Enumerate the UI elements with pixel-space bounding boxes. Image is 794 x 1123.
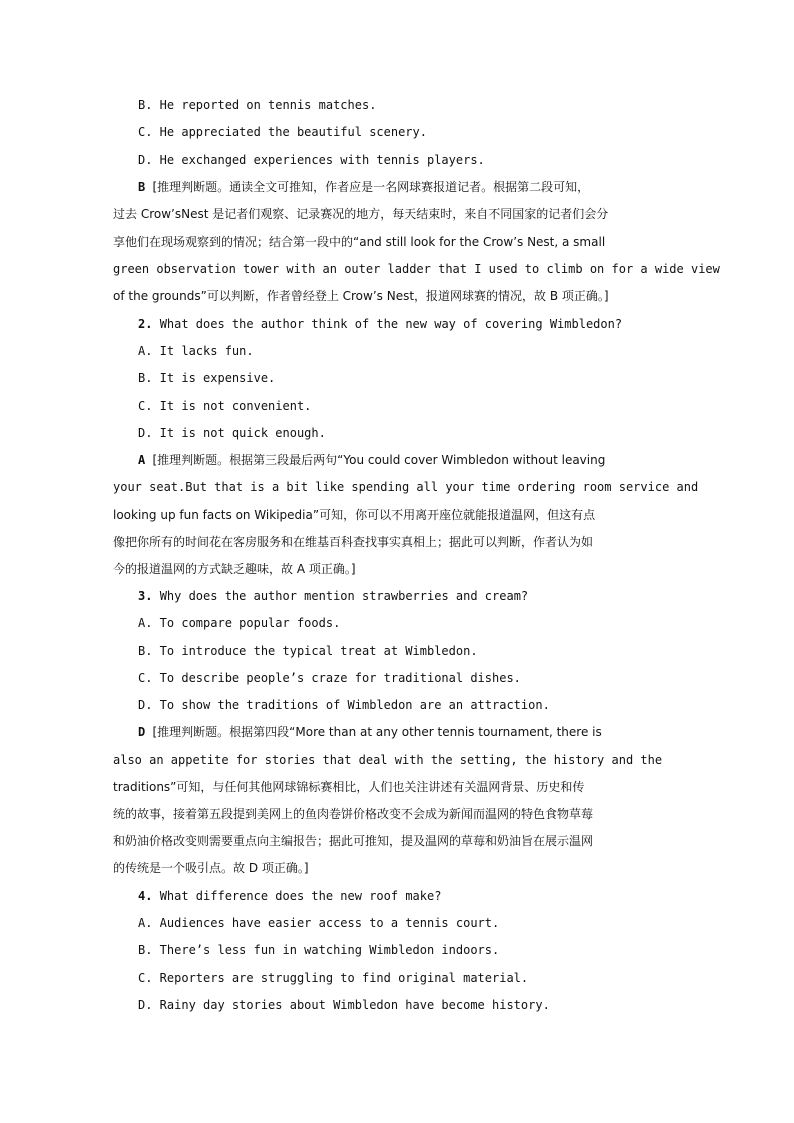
q1-explanation-line-2: 过去 Crow’sNest 是记者们观察、记录赛况的地方，每天结束时，来自不同国家的记者们会分: [113, 207, 609, 221]
q3-option-c: C. To describe people’s craze for traditional dishes.: [138, 671, 521, 685]
q4-option-a: A. Audiences have easier access to a tennis court.: [138, 916, 500, 930]
q3-option-a: A. To compare popular foods.: [138, 616, 341, 630]
q2-explanation-line-1: A [推理判断题。根据第三段最后两句“You could cover Wimbledon without leaving: [138, 453, 606, 467]
q2-answer: A: [138, 453, 146, 467]
q2-explanation-line-2: your seat.But that is a bit like spending all your time ordering room service and: [113, 480, 699, 494]
q1-explanation-line-3: 享他们在现场观察到的情况；结合第一段中的“and still look for the Crow’s Nest, a small: [113, 235, 606, 249]
q4-number: 4.: [138, 889, 153, 903]
q1-answer: B: [138, 180, 146, 194]
q3-number: 3.: [138, 589, 153, 603]
q1-option-b: B. He reported on tennis matches.: [138, 98, 377, 112]
q1-explanation-line-4: green observation tower with an outer ladder that I used to climb on for a wide view: [113, 262, 720, 276]
q1-explanation-line-1: B [推理判断题。通读全文可推知，作者应是一名网球赛报道记者。根据第二段可知，: [138, 180, 590, 194]
q2-question: [138, 316, 622, 332]
q2-explanation-line-5: 今的报道温网的方式缺乏趣味，故 A 项正确。]: [113, 562, 356, 576]
q3-explanation-line-4: 统的故事，接着第五段提到美网上的鱼肉卷饼价格改变不会成为新闻而温网的特色食物草莓: [113, 807, 594, 821]
q2-option-c: C. It is not convenient.: [138, 399, 312, 413]
q4-option-b: B. There’s less fun in watching Wimbledon indoors.: [138, 943, 500, 957]
q3-explanation-line-3: traditions”可知，与任何其他网球锦标赛相比，人们也关注讲述有关温网背景、历史和传: [113, 780, 585, 794]
q3-explanation-line-6: 的传统是一个吸引点。故 D 项正确。]: [113, 861, 309, 875]
q1-explanation-line-5: of the grounds”可以判断，作者曾经登上 Crow’s Nest，报道网球赛的情况，故 B 项正确。]: [113, 289, 609, 303]
q2-explanation-line-4: 像把你所有的时间花在客房服务和在维基百科查找事实真相上；据此可以判断，作者认为如: [113, 535, 594, 549]
q1-option-c: C. He appreciated the beautiful scenery.: [138, 125, 427, 139]
q4-question: [138, 888, 441, 904]
q2-number: 2.: [138, 317, 153, 331]
q1-option-d: D. He exchanged experiences with tennis players.: [138, 153, 485, 167]
q4-option-d: D. Rainy day stories about Wimbledon have become history.: [138, 998, 550, 1012]
q2-option-d: D. It is not quick enough.: [138, 426, 326, 440]
q3-question: [138, 588, 528, 604]
q3-option-b: B. To introduce the typical treat at Wimbledon.: [138, 644, 478, 658]
q3-explanation-line-5: 和奶油价格改变则需要重点向主编报告；据此可推知，提及温网的草莓和奶油旨在展示温网: [113, 834, 594, 848]
q2-option-b: B. It is expensive.: [138, 371, 276, 385]
q3-text: Why does the author mention strawberries and cream?: [159, 589, 529, 603]
q2-option-a: A. It lacks fun.: [138, 344, 254, 358]
q3-option-d: D. To show the traditions of Wimbledon are an attraction.: [138, 698, 550, 712]
q3-explanation-line-1: D [推理判断题。根据第四段“More than at any other tennis tournament, there is: [138, 725, 602, 739]
q2-explanation-line-3: looking up fun facts on Wikipedia”可知，你可以不用离开座位就能报道温网，但这有点: [113, 508, 596, 522]
q4-text: What difference does the new roof make?: [159, 889, 442, 903]
q2-text: What does the author think of the new way of covering Wimbledon?: [159, 317, 623, 331]
q4-option-c: C. Reporters are struggling to find original material.: [138, 971, 529, 985]
q3-answer: D: [138, 725, 146, 739]
q3-explanation-line-2: also an appetite for stories that deal with the setting, the history and the: [113, 753, 663, 767]
